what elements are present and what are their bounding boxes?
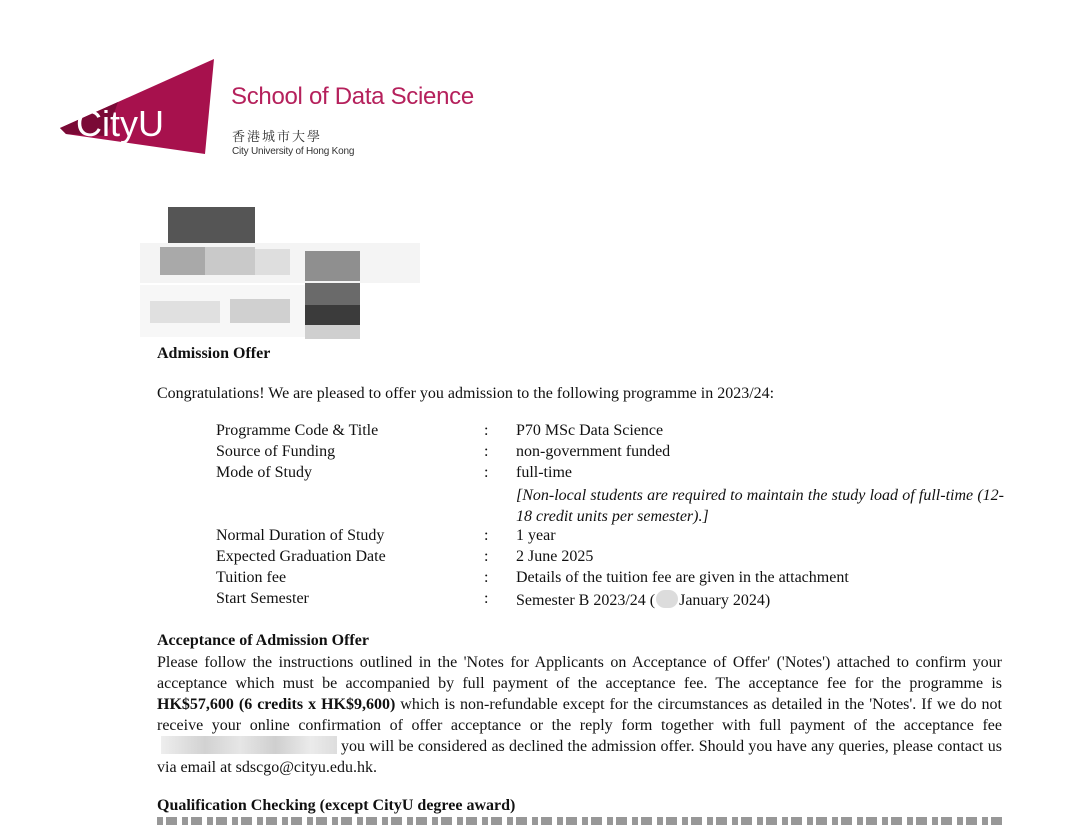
detail-label: Normal Duration of Study bbox=[216, 527, 385, 544]
detail-row-tuition bbox=[216, 569, 1016, 590]
university-english-name: City University of Hong Kong bbox=[232, 146, 355, 157]
acceptance-fee: HK$57,600 (6 credits x HK$9,600) bbox=[157, 696, 396, 713]
detail-label: Programme Code & Title bbox=[216, 422, 379, 439]
detail-colon: : bbox=[484, 548, 489, 565]
congratulations-text: Congratulations! We are pleased to offer you admission to the following programme in 2023/24: bbox=[157, 385, 775, 402]
detail-label: Start Semester bbox=[216, 590, 309, 607]
detail-row-funding bbox=[216, 443, 1016, 464]
qualification-heading: Qualification Checking (except CityU degree award) bbox=[157, 797, 516, 814]
detail-label: Expected Graduation Date bbox=[216, 548, 386, 565]
study-load-note: [Non-local students are required to maintain the study load of full-time (12-18 credit units per semester).] bbox=[516, 487, 1004, 525]
detail-row-start bbox=[216, 590, 1016, 611]
detail-value: non-government funded bbox=[516, 443, 671, 460]
detail-row-graduation bbox=[216, 548, 1016, 569]
detail-row-programme bbox=[216, 422, 1016, 443]
detail-colon: : bbox=[484, 443, 489, 460]
detail-value: 2 June 2025 bbox=[516, 548, 594, 565]
detail-value: Details of the tuition fee are given in the attachment bbox=[516, 569, 849, 586]
cityu-logo bbox=[58, 56, 228, 156]
start-semester-part: Semester B 2023/24 ( bbox=[516, 592, 656, 609]
university-chinese-name: 香港城市大學 bbox=[232, 130, 323, 145]
detail-colon: : bbox=[484, 422, 489, 439]
school-name: School of Data Science bbox=[231, 83, 474, 110]
detail-colon: : bbox=[484, 464, 489, 481]
detail-value: 1 year bbox=[516, 527, 556, 544]
admission-offer-heading: Admission Offer bbox=[157, 345, 271, 362]
detail-value bbox=[516, 590, 770, 610]
truncated-text-line bbox=[157, 817, 1002, 825]
detail-colon: : bbox=[484, 527, 489, 544]
detail-colon: : bbox=[484, 590, 489, 607]
detail-value: full-time bbox=[516, 464, 572, 481]
redacted-date bbox=[656, 590, 678, 608]
start-semester-part: January 2024) bbox=[679, 592, 771, 609]
detail-label: Tuition fee bbox=[216, 569, 287, 586]
detail-value: P70 MSc Data Science bbox=[516, 422, 664, 439]
detail-colon: : bbox=[484, 569, 489, 586]
acceptance-paragraph bbox=[157, 652, 1002, 778]
redacted-deadline bbox=[161, 736, 337, 754]
logo-text: CityU bbox=[76, 103, 164, 144]
acceptance-text: you will be considered as declined the admission offer. Should you have any queries, please contact us via email at sdscgo@cityu.edu.hk. bbox=[157, 738, 1002, 776]
acceptance-text: Please follow the instructions outlined in the 'Notes for Applicants on Acceptance of Offer' ('Notes') attached to confirm your acceptance which must be accompanied by full payment of the acceptance fee. The acceptance fee for the programme is bbox=[157, 654, 1002, 692]
detail-label: Source of Funding bbox=[216, 443, 336, 460]
acceptance-text: which is non-refundable except for the circumstances as detailed in the 'Notes'. If we do not receive your online confirmation of offer acceptance or the reply form together with full payment of the acceptance fee bbox=[157, 696, 1002, 734]
detail-label: Mode of Study bbox=[216, 464, 312, 481]
redacted-address bbox=[140, 205, 420, 345]
detail-row-mode bbox=[216, 464, 1016, 485]
acceptance-heading: Acceptance of Admission Offer bbox=[157, 632, 369, 649]
detail-row-duration bbox=[216, 527, 1016, 548]
